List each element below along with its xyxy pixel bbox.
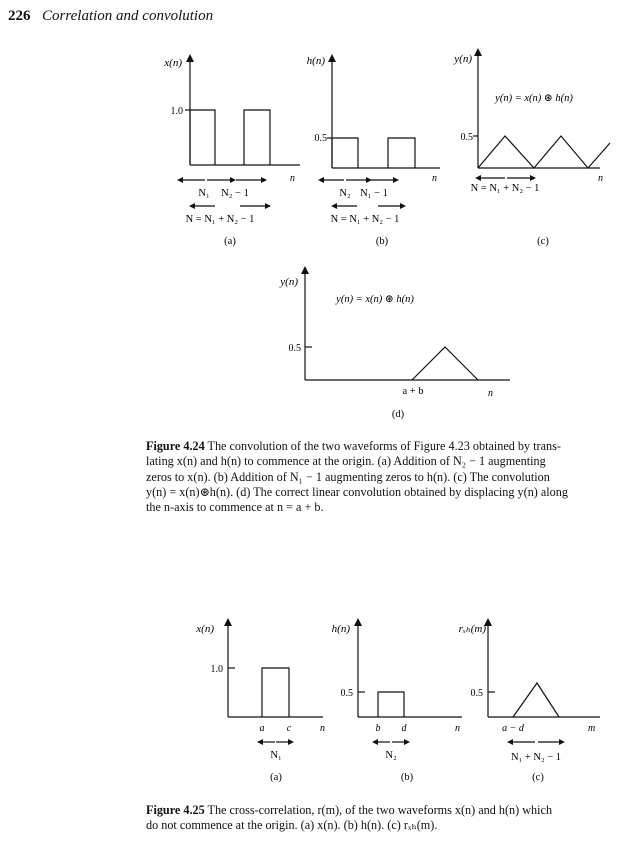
panel-c: (c) (537, 236, 549, 247)
triangle (412, 347, 478, 380)
ab-label-d: a + b (402, 386, 424, 397)
triangle (513, 683, 559, 717)
width-25a: N₁ (270, 750, 282, 761)
formula-c: y(n) = x(n) ⊛ h(n) (495, 93, 573, 104)
plot-4-24d (305, 270, 510, 380)
pulse-1 (332, 138, 358, 168)
triangle-wave (478, 136, 610, 168)
ylabel-25b: h(n) (331, 623, 350, 635)
figure-4-25 (0, 610, 638, 800)
n-axis-label-25b: n (455, 723, 460, 734)
tick-label-25c: 0.5 (470, 688, 483, 699)
tick-label-25b: 0.5 (340, 688, 353, 699)
plot-4-24c (473, 52, 610, 178)
panel-25b: (b) (400, 772, 414, 783)
n-axis-label-b: n (432, 173, 437, 184)
plot-4-24a (180, 58, 300, 206)
label-d: d (401, 723, 407, 734)
label-a: a (259, 723, 265, 734)
tick-label-a: 1.0 (170, 106, 183, 117)
eq-a: N = N₁ + N₂ − 1 (185, 214, 255, 225)
ylabel-25c: rₓₕ(m) (458, 623, 486, 635)
tick-label-c: 0.5 (460, 132, 473, 143)
label-a-minus-d: a − d (502, 723, 524, 734)
caption-text: The convolution of the two waveforms of Figure 4.23 obtained by trans- (207, 439, 561, 453)
pulse-1 (190, 110, 215, 165)
n1-label-b: N₂ (339, 188, 351, 199)
eq-b: N = N₁ + N₂ − 1 (330, 214, 400, 225)
caption-line: lating x(n) and h(n) to commence at the origin. (a) Addition of N₂ − 1 augmenting (146, 454, 546, 469)
n2-label-b: N₁ − 1 (360, 188, 388, 199)
label-c: c (286, 723, 292, 734)
ylabel-c: y(n) (454, 53, 472, 65)
caption-line (146, 803, 634, 818)
panel-25c: (c) (532, 772, 544, 783)
running-title: Correlation and convolution (42, 8, 214, 24)
caption-line: zeros to x(n). (b) Addition of N₁ − 1 augmenting zeros to h(n). (c) The convolution (146, 469, 550, 484)
n2-label-a: N₂ − 1 (221, 188, 249, 199)
n-axis-label-a: n (290, 173, 295, 184)
panel-b: (b) (375, 236, 389, 247)
n-axis-label-d: n (488, 388, 493, 399)
ylabel-d: y(n) (280, 276, 298, 288)
caption-line: the n-axis to commence at n = a + b. (146, 500, 324, 515)
caption-4-25 (146, 803, 634, 834)
ylabel-a: x(n) (164, 57, 182, 69)
panel-a: (a) (224, 236, 236, 247)
plot-4-24b (321, 58, 440, 206)
tick-label-25a: 1.0 (210, 664, 223, 675)
label-b: b (375, 723, 381, 734)
ylabel-b: h(n) (306, 55, 325, 67)
panel-d: (d) (391, 409, 405, 420)
caption-label: Figure 4.25 (146, 803, 205, 817)
plot-4-25a (228, 622, 323, 742)
n-axis-label-25a: n (320, 723, 325, 734)
caption-line: y(n) = x(n)⊛h(n). (d) The correct linear convolution obtained by displacing y(n) along (146, 484, 568, 499)
tick-label-d: 0.5 (288, 343, 301, 354)
plot-4-25b (358, 622, 462, 742)
n-axis-label-c: n (598, 173, 603, 184)
panel-25a: (a) (270, 772, 282, 783)
caption-label: Figure 4.24 (146, 439, 205, 453)
pulse-2 (388, 138, 415, 168)
pulse-2 (244, 110, 270, 165)
eq-c: N = N₁ + N₂ − 1 (470, 183, 540, 194)
caption-4-24 (146, 439, 634, 515)
formula-d: y(n) = x(n) ⊛ h(n) (336, 294, 414, 305)
caption-line (146, 439, 634, 454)
pulse (378, 692, 404, 717)
ylabel-25a: x(n) (196, 623, 214, 635)
width-25b: N₂ (385, 750, 397, 761)
tick-label-b: 0.5 (314, 133, 327, 144)
caption-line: do not commence at the origin. (a) x(n). (b) h(n). (c) rₓₕ(m). (146, 818, 438, 833)
pulse (262, 668, 289, 717)
caption-text: The cross-correlation, r(m), of the two waveforms x(n) and h(n) which (207, 803, 553, 817)
page-number: 226 (8, 8, 31, 24)
width-25c: N₁ + N₂ − 1 (510, 752, 562, 763)
n1-label-a: N₁ (198, 188, 210, 199)
m-axis-label: m (588, 723, 596, 734)
